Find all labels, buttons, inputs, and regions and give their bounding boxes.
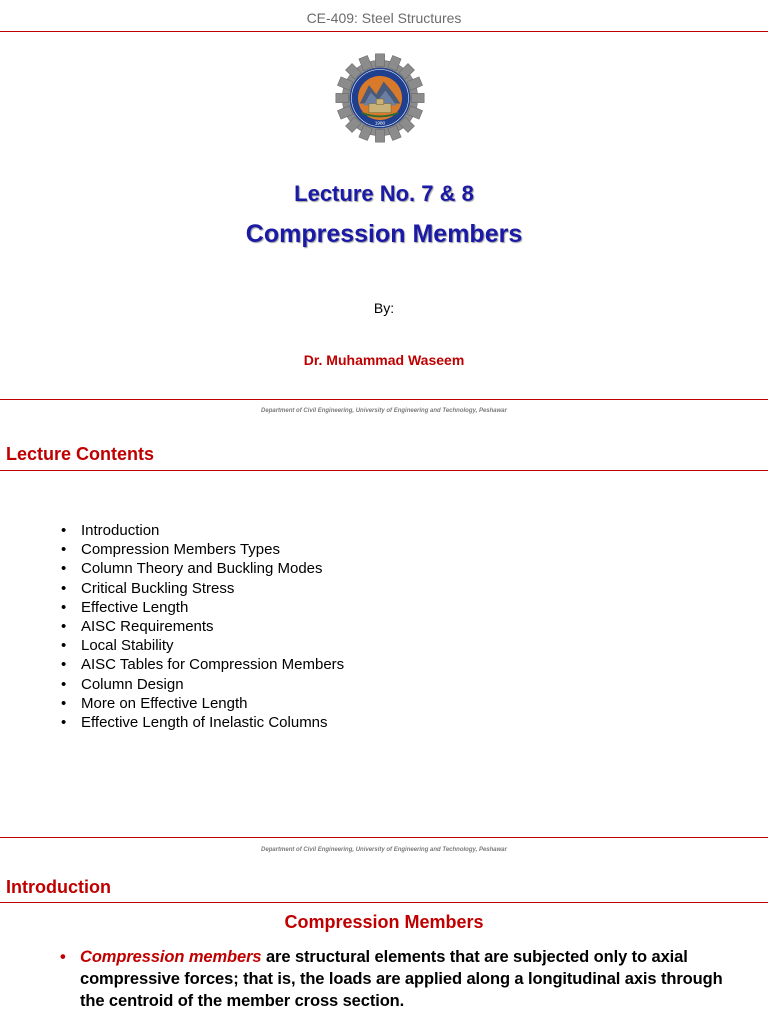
subheading-compression-members: Compression Members xyxy=(284,912,484,932)
section-heading-lecture-contents: Lecture Contents xyxy=(6,444,155,464)
list-item: • Column Design xyxy=(61,675,344,694)
definition-text xyxy=(60,946,750,1012)
author-name: Dr. Muhammad Waseem xyxy=(303,352,465,368)
lecture-number: Lecture No. 7 & 8 xyxy=(294,181,474,206)
bullet-icon: • xyxy=(60,948,66,966)
list-item: • Local Stability xyxy=(61,636,344,655)
list-item: • More on Effective Length xyxy=(61,694,344,713)
definition-paragraph xyxy=(60,946,750,1012)
logo-year: 1980 xyxy=(374,120,386,126)
footer-2: Department of Civil Engineering, University of Engineering and Technology, Peshawar xyxy=(261,847,507,853)
section-heading-introduction: Introduction xyxy=(6,877,111,897)
list-item: • Effective Length of Inelastic Columns xyxy=(61,713,344,732)
list-item: • Introduction xyxy=(61,521,344,540)
list-item: • AISC Requirements xyxy=(61,617,344,636)
contents-list xyxy=(61,521,344,732)
list-item: • AISC Tables for Compression Members xyxy=(61,655,344,674)
by-label: By: xyxy=(373,300,395,316)
footer-1: Department of Civil Engineering, University of Engineering and Technology, Peshawar xyxy=(261,408,507,414)
header-divider xyxy=(0,31,768,32)
list-item: • Column Theory and Buckling Modes xyxy=(61,559,344,578)
list-item: • Critical Buckling Stress xyxy=(61,579,344,598)
heading-divider-3 xyxy=(0,902,768,903)
definition-term: Compression members xyxy=(80,948,262,966)
university-logo-icon xyxy=(334,52,426,144)
footer-divider-2 xyxy=(0,837,768,838)
heading-divider-2 xyxy=(0,470,768,471)
course-header: CE-409: Steel Structures xyxy=(306,10,462,26)
list-item: • Effective Length xyxy=(61,598,344,617)
definition-body: are structural elements that are subjected only to axial compressive forces; that is, the loads are applied along a longitudinal axis through the centroid of the member cross section. xyxy=(80,948,723,1010)
page-title: Compression Members xyxy=(245,220,523,248)
footer-divider-1 xyxy=(0,399,768,400)
list-item: • Compression Members Types xyxy=(61,540,344,559)
